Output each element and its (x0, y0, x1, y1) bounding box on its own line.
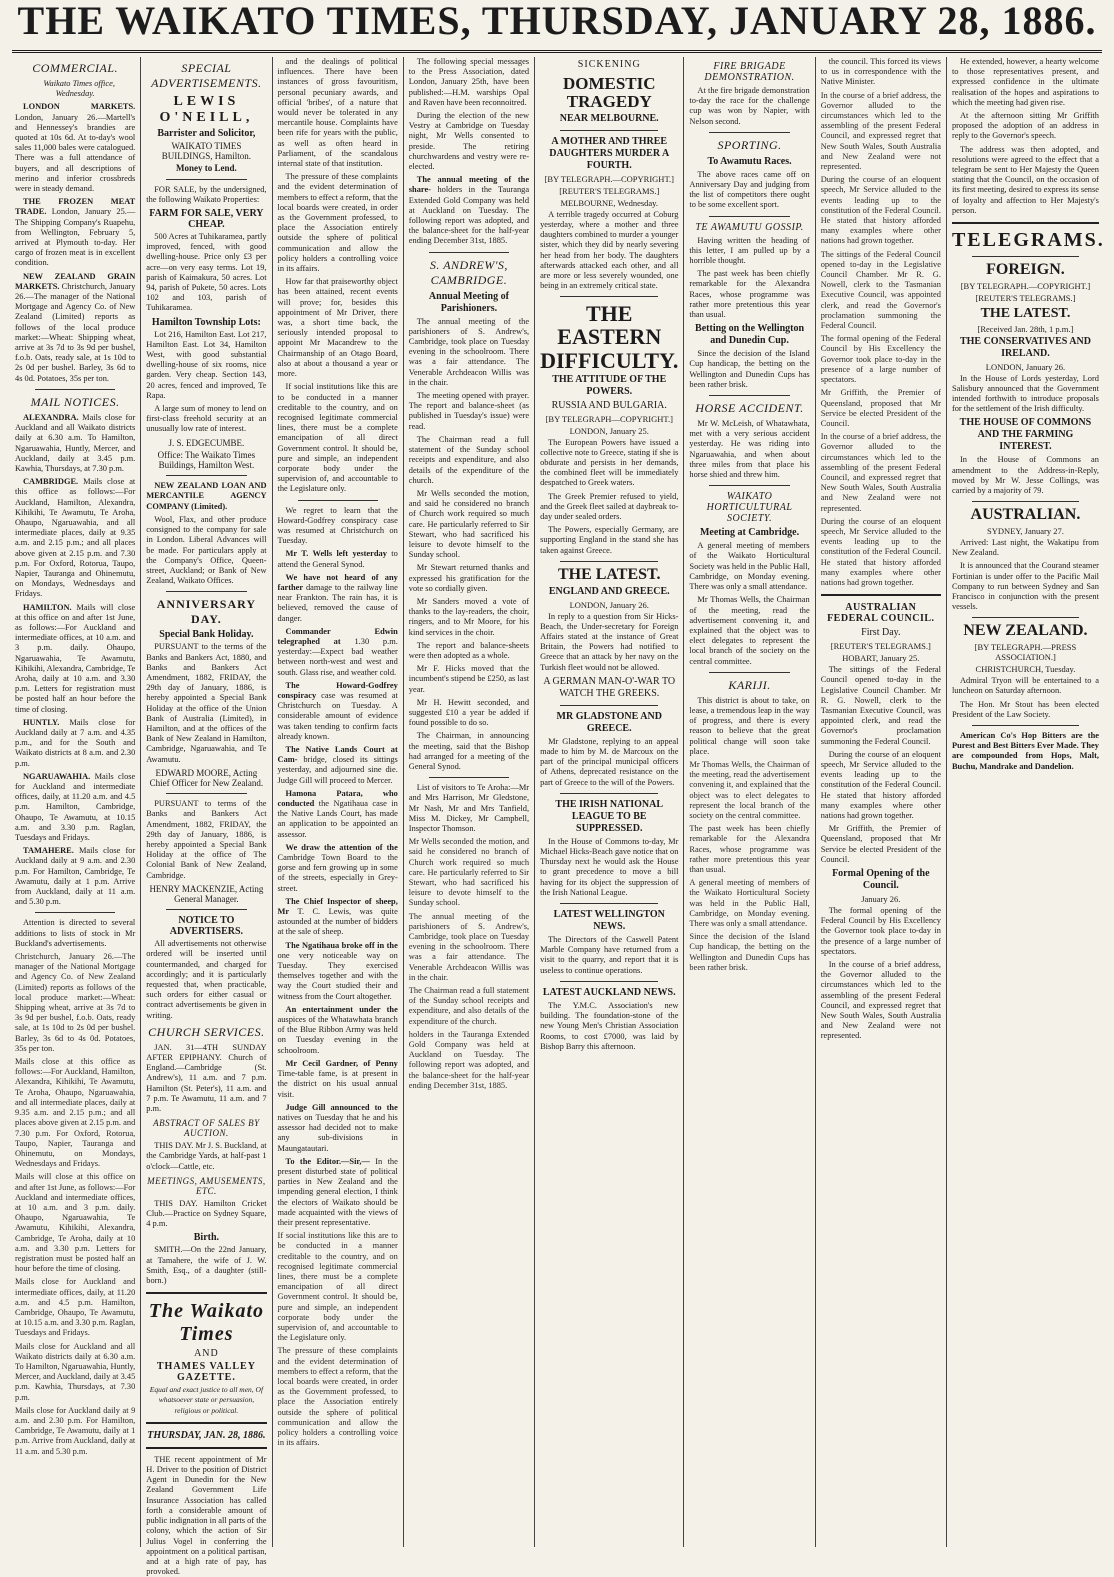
news-paragraph: The European Powers have issued a collective note to Greece, stating if she is obdurate and persists in her demands, the combined fleet will be immediately despatched to Greek waters. (540, 437, 679, 488)
news-paragraph: holders in the Tauranga Extended Gold Company was held at Auckland on Tuesday. The following report was adopted, and the balance-sheet for the half-year ending December 31st, 1885. (408, 1029, 530, 1090)
article-paragraph: THE FROZEN MEAT TRADE. London, January 25.—The Shipping Company's Ruapehu, from Wellington, February 5, arrived at Plymouth to-day. Her cargo of frozen meat is in excellent condition. (15, 197, 136, 268)
divider (821, 594, 941, 596)
divider (709, 216, 789, 217)
news-paragraph: In the course of a brief address, the Governor alluded to the circumstances which led to the assembling of the present Federal Council, and expressed regret that New South Wales, South Australia and New Zealand were not represented. (820, 960, 941, 1041)
news-paragraph: The Chairman read a full statement of the Sunday school receipts and expenditure, and also details of the expenditure of the church. (408, 986, 530, 1026)
ad-body: PURSUANT to the terms of the Banks and Bankers Act, 1880, and Banks and Bankers Act Amendment, 1882, FRIDAY, the 29th day of January, 1886, is hereby appointed a Special Bank Holiday at the office of the Union Bank of Australia (Limited), in Hamilton, and at the offices of the Bank of New Zealand in Hamilton, Cambridge, Ngaruawahia, and Te Awamutu. (146, 642, 267, 764)
divider (560, 981, 658, 982)
section-heading-auction: ABSTRACT OF SALES BY AUCTION. (153, 1118, 260, 1139)
news-paragraph: the council. This forced its views to us in correspondence with the Native Minister. (820, 57, 941, 87)
divider (166, 179, 246, 180)
newspaper-masthead-title: THE WAIKATO TIMES, THURSDAY, JANUARY 28, 1886. (17, 0, 1097, 43)
news-paragraph: At the fire brigade demonstration to-day the race for the challenge cup was won by Napier, with Nelson second. (689, 86, 810, 126)
section-heading-horticultural: WAIKATO HORTICULTURAL SOCIETY. (706, 491, 793, 525)
divider (560, 561, 658, 562)
news-paragraph: Mr Thomas Wells, the Chairman of the meeting, read the advertisement convening it, and explained that the object was to elect delegates to represent the local branch of the society on the central committee. (689, 759, 810, 820)
news-paragraph: The above races came off on Anniversary Day and judging from the list of competitors there ought to be some excellent sport. (689, 169, 810, 210)
letter-to-editor: To the Editor.—Sir,— In the present disturbed state of political parties in New Zealand and the impending general election, I think the electors of Waikato should be made acquainted with the views of their present representative. (277, 1156, 398, 1227)
editorial-paragraph: If social institutions like this are to be conducted in a manner creditable to the country, and on recognised legitimate commercial lines, there must be a complete emancipation of all direct Government control. It should be, pure and simple, an independent corporate body under the supervision of, and accountable to the Legislature only. (277, 382, 398, 494)
news-paragraph: A general meeting of members of the Waikato Horticultural Society was held in the Public Hall, Cambridge, on Monday evening. There was only a small attendance. (689, 878, 810, 928)
news-paragraph: List of visitors to Te Aroha:—Mr and Mrs Harrison, Mr Gledstone, Mr Nash, Mr and Mrs Tanfield, Miss M. Dickey, Mr Campbell, Inspector Thomson. (408, 783, 530, 833)
editorial-paragraph: and the dealings of political influences. There have been instances of gross favouritism, personal pecuniary awards, and official 'bribes', of a nature that would never be tolerated in any mercantile house. Complaints have been rife for years with the public, as well as often heard in Parliament, of the scandalous internal state of that institution. (277, 57, 398, 169)
editorial-paragraph: The pressure of these complaints and the evident determination of members to effect a reform, that the local boards were created, in order as the Government professed, to place the Association entirely outside the sphere of political communication and allow the policy holders a controlling voice in its affairs. (277, 172, 398, 274)
news-paragraph: If social institutions like this are to be conducted in a manner creditable to the country, and on recognised legitimate commercial lines, there must be a complete emancipation of all direct Government control. It should be, pure and simple, an independent corporate body under the supervision of, and accountable to the Legislature only. (277, 1231, 398, 1343)
headline-sub: LATEST WELLINGTON NEWS. (553, 909, 665, 933)
ad-signature: EDWARD MOORE, Acting Chief Officer for New Zealand. (149, 767, 264, 788)
divider (146, 1292, 266, 1294)
news-paragraph: The sittings of the Federal Council opened to-day in the Legislative Council Chamber. Mr R. G. Nowell, clerk to the Tasmanian Executive Council, was appointed clerk, and read the Governor's proclamation summoning the Federal Council. (820, 249, 941, 331)
headline-sub: THE CONSERVATIVES AND IRELAND. (959, 335, 1091, 359)
headline-eastern-difficulty: THE EASTERN DIFFICULTY. (540, 301, 679, 373)
news-paragraph: The annual meeting of the parishioners of S. Andrew's, Cambridge, took place on Tuesday evening in the schoolroom. There was a fair attendance. The Venerable Archdeacon Willis was in the chair. (408, 911, 530, 982)
news-paragraph: Mr Wells seconded the motion, and said he considered no branch of Church work required so much care. He particularly referred to Sir Stewart, who had sacrificed his leisure to devote himself to the Sunday school. (408, 488, 530, 560)
section-heading-mail-notices: MAIL NOTICES. (30, 394, 120, 409)
news-paragraph: In the House of Commons an amendment to the Address-in-Reply, moved by Mr W. Jesse Collings, was carried by a majority of 79. (951, 455, 1099, 495)
section-heading-church-services: CHURCH SERVICES. (148, 1024, 265, 1039)
news-paragraph: Mr F. Hicks moved that the incumbent's stipend be £250, as last year. (408, 664, 530, 694)
dateline: LONDON, January 25. (569, 425, 649, 436)
news-paragraph: The address was then adopted, and resolutions were agreed to the effect that a telegram be sent to Her Majesty the Queen stating that the Council, on the occasion of its first meeting, desired to express its sense of loyalty and affection to Her Majesty's person. (951, 144, 1099, 215)
mail-notice: ALEXANDRA. Mails close for Auckland and all Waikato districts daily at 6.30 a.m. To Hamilton, Ngaruawahia, Huntly, Mercer, and Auckland, daily at 3.45 p.m. Kawhia, Thursdays, at 7.30 p.m. (15, 412, 136, 473)
news-paragraph: We regret to learn that the Howard-Godfrey conspiracy case was resumed at Christchurch on Tuesday. (277, 505, 398, 546)
news-paragraph: The sittings of the Federal Council opened to-day in the Legislative Council Chamber. Mr R. G. Nowell, clerk to the Tasmanian Executive Council, was appointed clerk, and read the Governor's proclamation summoning the Federal Council. (820, 665, 941, 746)
news-paragraph: The Chairman, in announcing the meeting, said that the Bishop had arranged for a meeting of the General Synod. (408, 731, 530, 771)
headline-sub: A GERMAN MAN-O'-WAR TO WATCH THE GREEKS. (543, 675, 676, 699)
article-paragraph: Mails close for Auckland and all Waikato districts daily at 6.30 a.m. To Hamilton, Ngaruawahia, Huntly, Mercer, and Auckland, daily at 3.45 p.m. Kawhia, Thursdays, at 7.30 p.m. (15, 1341, 136, 1402)
news-paragraph: It is announced that the Courand steamer Fortinian is under offer to the Pacific Mail Company to run between Sydney and San Francisco in conjunction with the present vessels. (951, 561, 1099, 612)
news-paragraph: In reply to a question from Sir Hicks-Beach, the Under-secretary for Foreign Affairs stated at the instance of Great Britain, the Powers had notified to Greece that an attack by her navy on the Turkish fleet would not be allowed. (540, 611, 679, 672)
ad-title: FARM FOR SALE, VERY CHEAP. (149, 208, 264, 231)
dateline: MELBOURNE, Wednesday. (560, 197, 658, 208)
news-paragraph: During the course of an eloquent speech, Mr Service alluded to the events leading up to the constitution of the Federal Council. He stated that history afforded many examples where other nations had grown together. (820, 516, 941, 587)
telegraph-credit: [BY TELEGRAPH.—PRESS ASSOCIATION.] (974, 642, 1077, 663)
news-paragraph: Mr W. McLeish, of Whatawhata, met with a very serious accident yesterday. He was riding into Ngaruawahia, and when about three miles from that place his horse shied and threw him. (689, 419, 810, 480)
news-paragraph: The Hon. Mr Stout has been elected President of the Law Society. (951, 699, 1099, 719)
news-paragraph: The Powers, especially Germany, are supporting England in the stand she has taken against Greece. (540, 525, 679, 555)
news-paragraph: This district is about to take, on lease, a tremendous leap in the way of progress, and there is every reason to believe that the great political change will soon take place. (689, 695, 810, 756)
divider (709, 672, 789, 673)
ad-body: 500 Acres at Tuhikaramea, partly improved, fenced, with good dwelling-house. Price only £3 per acre—on very easy terms. Lot 19, parish of Kaimakura, 50 acres. Lot 94, parish of Pukete, 50 acres. Lots 102 and 103, parish of Tuhikaramea. (146, 232, 267, 313)
news-paragraph: Mr Cecil Gardner, of Penny Time-table fame, is at present in the district on his usual annual visit. (277, 1058, 398, 1099)
newspaper-nameplate: The Waikato Times (148, 1300, 265, 1346)
ad-signature: J. S. EDGECUMBE. (168, 437, 245, 448)
dateline: January 26. (861, 894, 901, 905)
divider (35, 912, 115, 913)
divider (560, 793, 658, 794)
received-date: [Received Jan. 28th, 1 p.m.] (977, 323, 1074, 334)
article-paragraph: Mails close at this office as follows:—For Auckland, Hamilton, Alexandra, Kihikihi, Te Awamutu, Te Aroha, Ohaupo, Ngaruawahia, and all intermediate places, daily at 9.35 a.m. and 2.15 p.m.; and all places above given at 2.15 p.m. and 7.30 p.m. For Oxford, Rotorua, Taupo, Napier, Tauranga and Ohinemutu, on Mondays, Wednesdays and Fridays. (15, 1057, 136, 1169)
section-subheading: Annual Meeting of Parishioners. (428, 290, 509, 314)
headline-domestic-tragedy: DOMESTIC TRAGEDY (562, 74, 656, 111)
section-heading-st-andrews: S. ANDREW'S, CAMBRIDGE. (429, 257, 508, 287)
newspaper-columns (0, 53, 1114, 1577)
section-heading-commercial: COMMERCIAL. (32, 61, 119, 75)
news-paragraph: A general meeting of members of the Waikato Horticultural Society was held in the Public Hall, Cambridge, on Monday evening. There was only a small attendance. (689, 541, 810, 592)
news-paragraph: Mr Griffith, the Premier of Queensland, proposed that Mr Service be elected President of the Council. (820, 388, 941, 428)
divider (146, 1422, 266, 1424)
news-paragraph: The Greek Premier refused to yield, and the Greek fleet sailed at daybreak to-day under sealed orders. (540, 491, 679, 522)
divider (166, 591, 246, 592)
column-advertisements (141, 57, 272, 1577)
ad-body: Lot 216, Hamilton East. Lot 217, Hamilton East. Lot 34, Hamilton West, with good substantial dwelling-house of six rooms, nice garden. Very cheap. Section 143, 20 acres, fenced and improved, Te Rapa. (146, 329, 267, 400)
news-paragraph: The Chief Inspector of sheep, Mr T. C. Lewis, was quite astounded at the number of bidders at the sale of sheep. (277, 896, 398, 937)
divider (429, 777, 509, 778)
ad-body: FOR SALE, by the undersigned, the following Waikato Properties: (146, 184, 267, 204)
section-heading-federal-council: AUSTRALIAN FEDERAL COUNCIL. (827, 602, 935, 625)
source-credit: [REUTER'S TELEGRAMS.] (830, 641, 931, 652)
news-paragraph: At the afternoon sitting Mr Griffith proposed the adoption of an address in reply to the Governor's speech. (951, 111, 1099, 141)
headline-sub: THE IRISH NATIONAL LEAGUE TO BE SUPPRESSED. (555, 798, 664, 834)
column-telegrams (947, 57, 1104, 1547)
divider (298, 500, 378, 501)
news-paragraph: During the election of the new Vestry at Cambridge on Tuesday night, Mr Wells consented to preside. The retiring churchwardens and vestry were re-elected. (408, 111, 530, 172)
ad-title: Hamilton Township Lots: (151, 316, 261, 328)
headline-sub: LATEST AUCKLAND NEWS. (542, 986, 676, 998)
ad-lewis-oneill-name: LEWIS O'NEILL, (159, 94, 254, 125)
editorial-paragraph: How far that praiseworthy object has been attained, recent events will prove; for, besides this appointment of Mr Driver, there was, a short time back, the seriously intended proposal to appoint Mr Macandrew to the Chairmanship of an Otago Board, also at about a thousand a year or more. (277, 277, 398, 379)
news-paragraph: The Chairman read a full statement of the Sunday school receipts and expenditure, and also details of the expenditure of the church. (408, 434, 530, 485)
dateline: SYDNEY, January 27. (987, 525, 1064, 536)
news-paragraph: During the course of an eloquent speech, Mr Service alluded to the events leading up to the constitution of the Federal Council. He stated that history afforded many examples where other nations had grown together. (820, 175, 941, 246)
advertisement-hop-bitters: American Co's Hop Bitters are the Purest and Best Bitters Ever Made. They are compounded from Hops, Malt, Buchu, Mandrake and Dandelion. (951, 730, 1099, 771)
mail-notice: CAMBRIDGE. Mails close at this office as follows:—For Auckland, Hamilton, Alexandra, Kihikihi, Te Awamutu, Te Aroha, Ohaupo, Ngaruawahia, and all intermediate places, daily at 9.35 a.m. and 2.15 p.m.; and all places above given at 2.15 p.m. and 7.30 p.m. For Oxford, Rotorua, Taupo, Napier, Tauranga and Ohinemutu, on Mondays, Wednesdays and Fridays. (15, 477, 136, 599)
news-paragraph: The past week has been chiefly remarkable for the Alexandra Races, whose programme was rather more pretentious this year than usual. (689, 269, 810, 320)
headline-sub: THE ATTITUDE OF THE POWERS. (552, 373, 667, 397)
ad-title-birth: Birth. (193, 1232, 220, 1244)
news-paragraph: The report and balance-sheets were then adopted as a whole. (408, 640, 530, 660)
mail-notice: HUNTLY. Mails close for Auckland daily at 7 a.m. and 4.35 p.m., and for the South and Waikato districts at 8 a.m. and 2.30 p.m. (15, 717, 136, 768)
news-paragraph: Mr Wells seconded the motion, and said he considered no branch of Church work required so much care. He particularly referred to Sir Stewart, who had sacrificed his leisure to devote himself to the Sunday school. (408, 837, 530, 908)
divider (560, 296, 658, 297)
divider (972, 501, 1079, 502)
article-paragraph: Attention is directed to several additions to lists of stock in Mr Buckland's advertisements. (15, 918, 136, 948)
news-paragraph: The annual meeting of the parishioners of S. Andrew's, Cambridge, took place on Tuesday evening in the schoolroom. There was a fair attendance. The Venerable Archdeacon Willis was in the chair. (408, 316, 530, 387)
masthead (12, 0, 1102, 53)
ad-office: Office: The Waikato Times Buildings, Hamilton West. (157, 449, 256, 471)
ad-money-to-lend: Money to Lend. (176, 163, 237, 174)
news-paragraph: Having written the heading of this letter, I am pulled up by a horrible thought. (689, 235, 810, 266)
column-commercial (10, 57, 141, 1547)
headline-latest: THE LATEST. (557, 565, 661, 583)
headline-telegrams: TELEGRAMS. (951, 229, 1105, 252)
headline-foreign: FOREIGN. (986, 261, 1065, 279)
news-paragraph: Mr Stewart returned thanks and expressed his gratification for the vote so cordially given. (408, 563, 530, 593)
divider (166, 909, 246, 910)
headline-small: SICKENING (577, 59, 641, 70)
headline-sub: MR GLADSTONE AND GREECE. (556, 710, 662, 734)
section-subheading: First Day. (861, 627, 901, 639)
dateline: Waikato Times office, Wednesday. (43, 79, 115, 99)
news-paragraph: Since the decision of the Island Cup handicap, the betting on the Wellington and Dunedin Cups has been rather brisk. (689, 932, 810, 972)
article-paragraph: Mails close for Auckland daily at 9 a.m. and 2.30 p.m. For Hamilton, Cambridge, Te Awamutu, daily at 1 p.m. Arrive from Auckland, daily at 11 a.m. and 5.30 p.m. (15, 1405, 136, 1456)
news-paragraph: The formal opening of the Federal Council by His Excellency the Governor took place to-day in the presence of a large number of spectators. (820, 906, 941, 956)
divider (166, 475, 246, 476)
headline-sub: NEAR MELBOURNE. (559, 112, 659, 124)
headline-sub: RUSSIA AND BULGARIA. (551, 399, 667, 411)
ad-body: All advertisements not otherwise ordered will be inserted until countermanded, and charged for accordingly; and it is particularly requested that, when practicable, such orders for either casual or contract advertisements be given in writing. (146, 939, 267, 1020)
ad-title: Barrister and Solicitor, (157, 128, 256, 139)
news-paragraph: The Y.M.C. Association's new building. The foundation-stone of the new Young Men's Christian Association Rooms, to cost £7000, was laid by Bishop Barry this afternoon. (540, 1000, 679, 1051)
ad-body: JAN. 31—4TH SUNDAY AFTER EPIPHANY. Church of England.—Cambridge (St. Andrew's), 11 a.m. and 7 p.m. Hamilton (St. Peter's), 11 a.m. and 7 p.m. Te Awamutu, 11 a.m. and 7 p.m. (146, 1042, 267, 1114)
article-paragraph: Mails close for Auckland and intermediate offices, daily, at 11.20 a.m. and 4.5 p.m. Hamilton, Cambridge, Ohaupo, Te Awamutu, at 10.15 a.m. and 3.30 p.m. Raglan, Tuesdays and Fridays. (15, 1277, 136, 1338)
column-cable-news (535, 57, 684, 1547)
divider (166, 793, 246, 794)
divider (709, 395, 789, 396)
headline-the-latest: THE LATEST. (980, 305, 1071, 321)
headline-sub: THE HOUSE OF COMMONS AND THE FARMING INTEREST. (959, 417, 1092, 453)
source-credit: [REUTER'S TELEGRAMS.] (975, 292, 1076, 303)
article-paragraph: LONDON MARKETS. London, January 26.—Martell's and Hennessey's brandies are quoted at 10s 6d. At to-day's wool sales 11,000 bales were catalogued. There was a full attendance of buyers, and all descriptions of merino and inferior crossbreds were in steady demand. (15, 102, 136, 194)
news-paragraph: Arrived: Last night, the Wakatipu from New Zealand. (951, 537, 1099, 558)
telegraph-credit: [BY TELEGRAPH.—COPYRIGHT.] (960, 280, 1091, 291)
section-subheading: Meeting at Cambridge. (699, 527, 800, 539)
section-heading-meetings: MEETINGS, AMUSEMENTS, ETC. (147, 1175, 266, 1196)
dateline: CHRISTCHURCH, Tuesday. (975, 664, 1076, 675)
news-paragraph: He extended, however, a hearty welcome to those representatives present, and expressed confidence in the ultimate realisation of the hopes and aspirations to which the meeting had given rise. (951, 57, 1099, 107)
ad-signature: HENRY MACKENZIE, Acting General Manager. (149, 883, 264, 904)
mail-notice: NGARUAWAHIA. Mails close for Auckland and intermediate offices, daily, at 11.20 a.m. and 4.5 p.m. Hamilton, Cambridge, Ohaupo, Te Awamutu, at 10.15 a.m. and 3.30 p.m. Raglan, Tuesdays and Fridays. (15, 771, 136, 843)
dateline: LONDON, January 26. (985, 361, 1066, 372)
issue-date: THURSDAY, JAN. 28, 1886. (147, 1429, 266, 1441)
news-paragraph: In the House of Lords yesterday, Lord Salisbury announced that the Government intended forthwith to introduce proposals for the settlement of the Irish difficulty. (951, 373, 1099, 414)
news-paragraph: Mr T. Wells left yesterday to attend the General Synod. (277, 549, 398, 569)
news-paragraph: Mr Thomas Wells, the Chairman of the meeting, read the advertisement convening it, and explained that the object was to elect delegates to represent the local branch of the society on the central committee. (689, 595, 810, 666)
divider (709, 132, 789, 133)
section-heading-special-ads: SPECIAL ADVERTISEMENTS. (151, 61, 262, 90)
article-paragraph: Mails will close at this office on and after 1st June, as follows:—For Auckland and intermediate offices, at 10 a.m. and 3 p.m. daily. Ohaupo, Ngaruawahia, Te Awamutu, Kihikihi, Alexandra, Cambridge, Te Aroha, daily at 10 a.m. and 3.30 p.m. Letters for registration must be posted half an hour before the time of closing. (15, 1172, 136, 1274)
news-paragraph: We have not heard of any farther damage to the railway line near Frankton. The rain has, it is believed, removed the cause of danger. (277, 572, 398, 623)
ad-title-notice: NOTICE TO ADVERTISERS. (169, 915, 244, 938)
telegraph-credit: [BY TELEGRAPH—COPYRIGHT.] (545, 413, 673, 424)
news-paragraph: Admiral Tryon will be entertained to a luncheon on Saturday afternoon. (951, 676, 1099, 696)
telegraph-credit: [BY TELEGRAPH.—COPYRIGHT.] (544, 173, 674, 184)
divider (972, 725, 1079, 726)
divider (952, 222, 1099, 224)
divider (709, 485, 789, 486)
divider (972, 256, 1079, 257)
ad-body: A large sum of money to lend on first-class freehold security at an unusually low rate of interest. (146, 404, 267, 434)
section-heading-te-awamutu-gossip: TE AWAMUTU GOSSIP. (695, 221, 804, 233)
headline-sub: ENGLAND AND GREECE. (548, 585, 670, 597)
section-heading-horse-accident: HORSE ACCIDENT. (695, 401, 804, 416)
news-paragraph: The annual meeting of the share- holders in the Tauranga Extended Gold Company was held at Auckland on Tuesday. The following report was adopted, and the balance-sheet for the half-year ending December 31st, 1885. (408, 175, 530, 246)
ad-body: Wool, Flax, and other produce consigned to the company for sale in London. Liberal Advances will be made. For particulars apply at the Company's Office, Queen-street, Auckland; or Bank of New Zealand, Waikato Offices. (146, 514, 267, 586)
divider (35, 389, 115, 390)
news-paragraph: In the House of Commons to-day, Mr Michael Hicks-Beach gave notice that on Thursday next he would ask the House to grant precedence to move a bill having for its object the suppression of the Irish National League. (540, 836, 679, 897)
source-credit: [REUTER'S TELEGRAMS.] (559, 185, 660, 196)
news-paragraph: The following special messages to the Press Association, dated London, January 25th, have been published:—H.M. warships Opal and Raven have been reconnoitred. (408, 57, 530, 107)
news-paragraph: Judge Gill announced to the natives on Tuesday that he and his assessor had decided not to make any sub-divisions in Maungatautari. (277, 1102, 398, 1153)
nameplate-subtitle: THAMES VALLEY GAZETTE. (156, 1361, 256, 1384)
divider (429, 252, 509, 253)
divider (146, 1447, 266, 1449)
news-paragraph: The Ngatihaua broke off in the one very noticeable way on Tuesday. They exercised themselves together and with the way the Court studied their and witness from the Court altogether. (277, 940, 398, 1001)
news-paragraph: In the course of a brief address, the Governor alluded to the circumstances which led to the assembling of the present Federal Council, and expressed regret that New South Wales, South Australia and New Zealand were not represented. (820, 90, 941, 172)
ad-body: PURSUANT to terms of the Banks and Bankers Act Amendment, 1882, FRIDAY, the 29th day of January, 1886, is hereby appointed a Special Bank Holiday at the office of The Colonial Bank of New Zealand, Cambridge. (146, 799, 267, 880)
news-paragraph: Since the decision of the Island Cup handicap, the betting on the Wellington and Dunedin Cups has been rather brisk. (689, 349, 810, 389)
divider (972, 617, 1079, 618)
ad-address: WAIKATO TIMES BUILDINGS, Hamilton. (161, 141, 252, 162)
article-paragraph: NEW ZEALAND GRAIN MARKETS. Christchurch, January 26.—The manager of the National Mortgage and Agency Co. of New Zealand (Limited) reports as follows of the local produce market:—Wheat: Shipping wheat, arrive at 3s 7d to 3s 9d per bushel, f.o.b. Oats, ready sale, at 1s 10d to 2s 0d per bushel. Barley, 3s 6d to 4s 0d. Potatoes, 35s per ton. (15, 271, 136, 383)
column-federal-council (816, 57, 947, 1547)
section-heading-sporting: SPORTING. (717, 137, 782, 152)
article-paragraph: Christchurch, January 26.—The manager of the National Mortgage and Agency Co. of New Zealand (Limited) reports as follows of the local produce market:—Wheat: Shipping wheat, arrive at 3s 7d to 3s 9d per bushel, f.o.b. Oats, ready sale, at 1s 10d to 2s 0d per bushel. Barley, 3s 6d to 4s 0d. Potatoes, 35s per ton. (15, 952, 136, 1053)
headline-australian: AUSTRALIAN. (970, 506, 1081, 524)
news-paragraph: Mr Griffith, the Premier of Queensland, proposed that Mr Service be elected President of the Council. (820, 824, 941, 864)
news-paragraph: During the course of an eloquent speech, Mr Service alluded to the events leading up to the constitution of the Federal Council. He stated that history afforded many examples where other nations had grown together. (820, 749, 941, 820)
nameplate-motto: Equal and exact justice to all men, Of whatsoever state or persuasion, religious or political. (149, 1385, 264, 1415)
news-paragraph: Hamona Patara, who conducted the Ngatihaua case in the Native Lands Court, has made an application to be appointed an assessor. (277, 788, 398, 839)
dateline: LONDON, January 26. (569, 599, 649, 610)
section-subheading: To Awamutu Races. (707, 155, 792, 167)
divider (560, 705, 658, 706)
column-editorial (273, 57, 404, 1547)
ad-subtitle: Special Bank Holiday. (159, 629, 254, 641)
section-heading-fire-brigade: FIRE BRIGADE DEMONSTRATION. (704, 61, 795, 83)
ad-body: THIS DAY. Mr J. S. Buckland, at the Cambridge Yards, at half-past 1 o'clock—Cattle, etc. (146, 1141, 267, 1171)
news-paragraph: The past week has been chiefly remarkable for the Alexandra Races, whose programme was rather more pretentious this year than usual. (689, 824, 810, 874)
headline-new-zealand: NEW ZEALAND. (963, 622, 1088, 640)
column-local-news (404, 57, 535, 1547)
divider (560, 903, 658, 904)
section-subheading: Formal Opening of the Council. (832, 868, 930, 892)
news-paragraph: Commander Edwin telegraphed at 1.30 p.m. yesterday:—Expect bad weather between north-west and west and south. Glass rise, and weather cold. (277, 626, 398, 677)
ad-title-anniversary-day: ANNIVERSARY DAY. (156, 597, 257, 627)
news-paragraph: The Native Lands Court at Cam- bridge, closed its sittings yesterday, and adjourned sine die. Judge Gill will proceed to Mercer. (277, 745, 398, 785)
divider (560, 130, 658, 131)
column-sporting-district (684, 57, 815, 1547)
nameplate-and: AND (194, 1348, 219, 1360)
news-paragraph: The Howard-Godfrey conspiracy case was resumed at Christchurch on Tuesday. A considerable amount of evidence was taken tending to confirm facts already known. (277, 680, 398, 741)
news-paragraph: Mr H. Hewitt seconded, and suggested £10 a year be added if found possible to do so. (408, 697, 530, 728)
section-heading-kariji: KARIJI. (728, 677, 771, 692)
news-paragraph: A terrible tragedy occurred at Coburg yesterday, where a mother and three daughters combined to murder a younger sister, which they did by nearly severing her head from her body. The daughters afterwards attacked each other, and all are more or less severely wounded, one being in an extremely critical state. (540, 209, 679, 291)
ad-body: THIS DAY. Hamilton Cricket Club.—Practice on Sydney Square, 4 p.m. (146, 1198, 267, 1229)
news-paragraph: In the course of a brief address, the Governor alluded to the circumstances which led to the assembling of the present Federal Council, and expressed regret that New South Wales, South Australia and New Zealand were not represented. (820, 432, 941, 513)
mail-notice: TAMAHERE. Mails close for Auckland daily at 9 a.m. and 2.30 p.m. For Hamilton, Cambridge, Te Awamutu, daily at 1 p.m. Arrive from Auckland, daily at 11 a.m. and 5.30 p.m. (15, 846, 136, 907)
dateline: HOBART, January 25. (842, 653, 920, 664)
news-paragraph: Mr Sanders moved a vote of thanks to the lay-readers, the choir, ringers, and to Mr Moore, for his kind services in the choir. (408, 596, 530, 637)
mail-notice: HAMILTON. Mails will close at this office on and after 1st June, as follows:—For Auckland and intermediate offices, at 10 a.m. and 3 p.m. daily. Ohaupo, Ngaruawahia, Te Awamutu, Kihikihi, Alexandra, Cambridge, Te Aroha, daily at 10 a.m. and 3.30 p.m. Letters for registration must be posted half an hour before the time of closing. (15, 602, 136, 714)
ad-title: NEW ZEALAND LOAN AND MERCANTILE AGENCY COMPANY (Limited). (146, 481, 267, 511)
news-paragraph: The pressure of these complaints and the evident determination of members to effect a reform, that the local boards were created, in order as the Government professed, to place the Association entirely outside the sphere of political communication and allow the policy holders a controlling voice in its affairs. (277, 1346, 398, 1448)
news-paragraph: The meeting opened with prayer. The report and balance-sheet (as published in Tuesday's issue) were read. (408, 391, 530, 431)
section-subheading: Betting on the Wellington and Dunedin Cup. (695, 323, 805, 347)
news-paragraph: Mr Gladstone, replying to an appeal made to him by M. de Marcoux on the part of the principal municipal officers of Athens, deprecated resistance on the part of Greece to the will of the Powers. (540, 736, 679, 787)
headline-sub: A MOTHER AND THREE DAUGHTERS MURDER A FOURTH. (549, 135, 670, 171)
news-paragraph: An entertainment under the auspices of the Whatawhata branch of the Blue Ribbon Army was held on Tuesday evening in the schoolroom. (277, 1004, 398, 1055)
news-paragraph: We draw the attention of the Cambridge Town Board to the gorse and fern growing up in some of the streets, especially in Grey-street. (277, 842, 398, 893)
ad-body: SMITH.—On the 22nd January, at Tamahere, the wife of J. W. Smith, Esq., of a daughter (still-born.) (146, 1245, 267, 1286)
news-paragraph: The Directors of the Caswell Patent Marble Company have returned from a visit to the quarry, and report that it is useless to continue operations. (540, 935, 679, 975)
news-paragraph: The formal opening of the Federal Council by His Excellency the Governor took place to-day in the presence of a large number of spectators. (820, 334, 941, 385)
editorial-paragraph: THE recent appointment of Mr H. Driver to the position of District Agent in Dunedin for the New Zealand Government Life Insurance Association has called forth a considerable amount of public indignation in all parts of the colony, which the action of Sir Julius Vogel in conferring the appointment on a political partisan, and at a high rate of pay, has provoked. (146, 1454, 267, 1577)
